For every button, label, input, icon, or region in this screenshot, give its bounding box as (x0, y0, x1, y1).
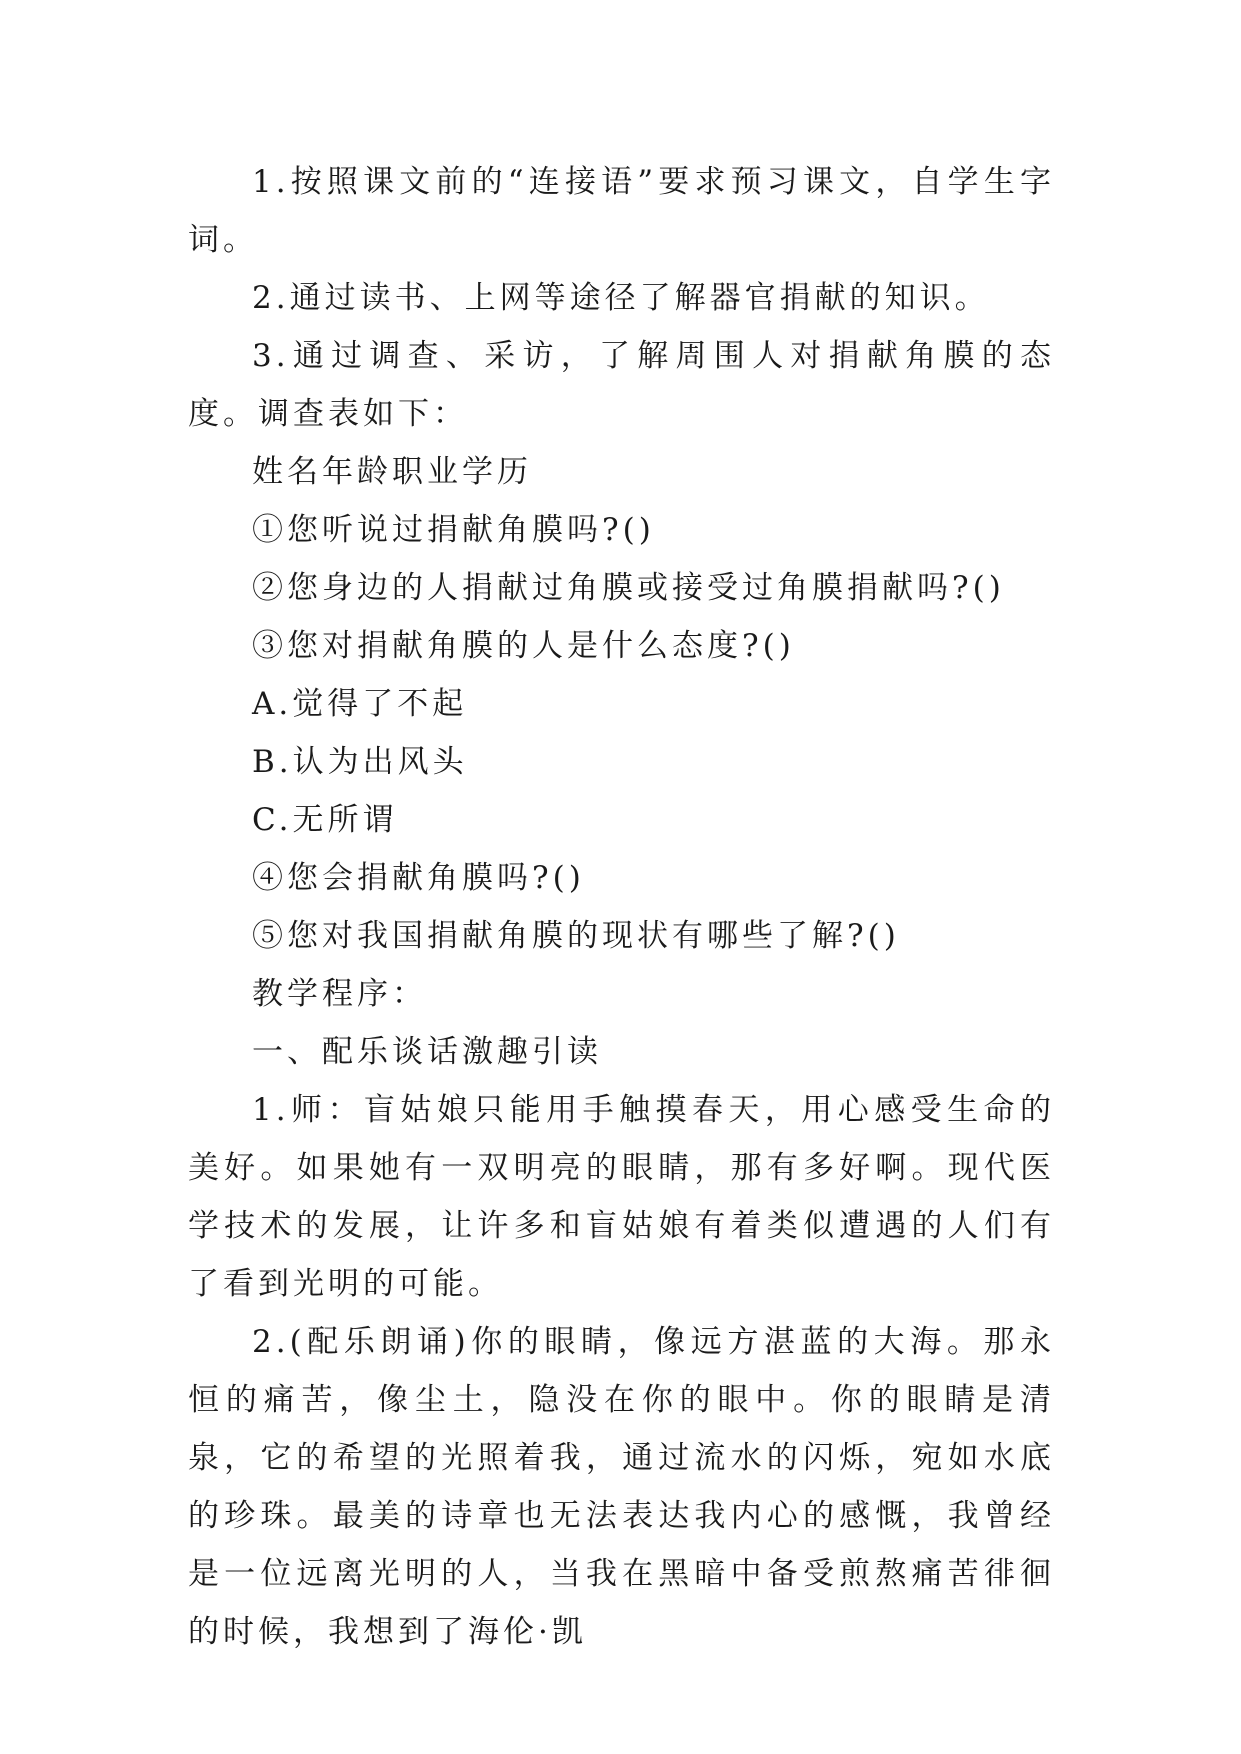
document-body (188, 153, 1055, 1661)
section-heading-procedure: 教学程序： (252, 976, 427, 1012)
survey-question-4: ④您会捐献角膜吗?() (252, 860, 585, 896)
paragraph-teacher-intro: 1.师：盲姑娘只能用手触摸春天，用心感受生命的美好。如果她有一双明亮的眼睛，那有多好啊。现代医学技术的发展，让许多和盲姑娘有着类似遭遇的人们有了看到光明的可能。 (188, 1092, 1055, 1302)
survey-option-b: B.认为出风头 (252, 744, 468, 780)
paragraph-preview-step-1: 1.按照课文前的“连接语”要求预习课文，自学生字词。 (188, 164, 1055, 258)
section-heading-intro: 一、配乐谈话激趣引读 (252, 1034, 602, 1070)
survey-question-2: ②您身边的人捐献过角膜或接受过角膜捐献吗?() (252, 570, 1005, 606)
survey-question-5: ⑤您对我国捐献角膜的现状有哪些了解?() (252, 918, 900, 954)
survey-header-fields: 姓名年龄职业学历 (252, 454, 532, 490)
survey-question-3: ③您对捐献角膜的人是什么态度?() (252, 628, 795, 664)
paragraph-recitation: 2.(配乐朗诵)你的眼睛，像远方湛蓝的大海。那永恒的痛苦，像尘土，隐没在你的眼中。你的眼睛是清泉，它的希望的光照着我，通过流水的闪烁，宛如水底的珍珠。最美的诗章也无法表达我内心的感慨，我曾经是一位远离光明的人，当我在黑暗中备受煎熬痛苦徘徊的时候，我想到了海伦·凯 (188, 1324, 1055, 1650)
survey-question-1: ①您听说过捐献角膜吗?() (252, 512, 655, 548)
survey-option-c: C.无所谓 (252, 802, 398, 838)
paragraph-preview-step-3: 3.通过调查、采访，了解周围人对捐献角膜的态度。调查表如下： (188, 338, 1055, 432)
paragraph-preview-step-2: 2.通过读书、上网等途径了解器官捐献的知识。 (252, 280, 990, 316)
survey-option-a: A.觉得了不起 (252, 686, 468, 722)
